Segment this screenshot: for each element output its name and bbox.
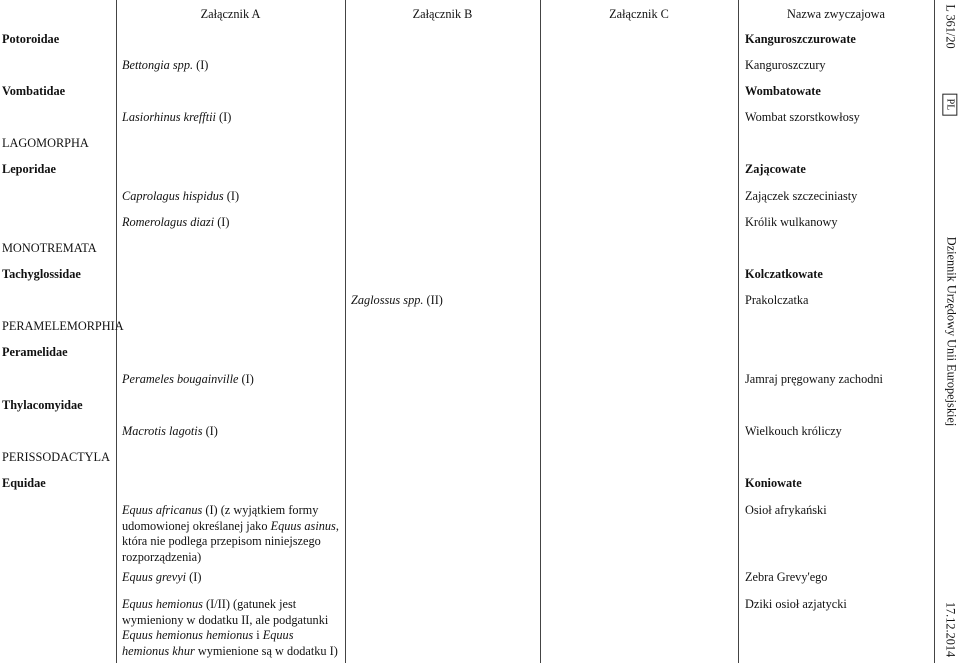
species-annex-a	[122, 372, 254, 387]
species-name: Perameles bougainville	[122, 372, 239, 386]
common-name: Królik wulkanowy	[745, 215, 838, 229]
species-annex-note: (I)	[186, 570, 202, 584]
order-monotremata: MONOTREMATA	[2, 241, 97, 255]
species-annex-note: (I)	[215, 110, 232, 124]
species-annex-a	[122, 58, 208, 73]
species-annex-note: , która nie podlega przepisom niniejszego rozporządzenia)	[122, 518, 339, 564]
common-name: Wombat szorstkowłosy	[745, 110, 860, 124]
family-tachyglossidae: Tachyglossidae	[2, 267, 81, 281]
common-name: Kanguroszczury	[745, 58, 826, 72]
species-annex-note: (I/II) (gatunek jest wymieniony w dodatku II, ale podgatunki	[122, 597, 329, 627]
common-name-family: Wombatowate	[745, 84, 821, 98]
order-peramelemorphia: PERAMELEMORPHIA	[2, 319, 124, 333]
species-annex-b	[351, 293, 443, 308]
species-annex-note: (I)	[193, 58, 209, 72]
common-name-family: Koniowate	[745, 476, 802, 490]
family-potoroidae: Potoroidae	[2, 32, 60, 46]
common-name: Wielkouch króliczy	[745, 424, 842, 438]
common-name: Osioł afrykański	[745, 503, 827, 517]
family-equidae: Equidae	[2, 476, 46, 490]
species-name: Zaglossus spp.	[351, 293, 424, 307]
family-thylacomyidae: Thylacomyidae	[2, 398, 83, 412]
species-name: Bettongia spp.	[122, 58, 194, 72]
species-name: Equus asinus	[270, 518, 336, 533]
common-name: Zebra Grevy'ego	[745, 570, 828, 584]
species-annex-a	[122, 570, 201, 585]
species-name: Equus hemionus	[122, 597, 203, 611]
common-name: Prakolczatka	[745, 293, 809, 307]
common-name: Dziki osioł azjatycki	[745, 597, 847, 611]
common-name: Jamraj pręgowany zachodni	[745, 372, 883, 386]
species-annex-a	[122, 110, 231, 125]
header-annex-b: Załącznik B	[412, 7, 473, 21]
common-name-family: Zającowate	[745, 162, 806, 176]
family-leporidae: Leporidae	[2, 162, 56, 176]
column-divider	[540, 0, 541, 663]
species-annex-note: (I)	[214, 215, 230, 229]
species-name: Macrotis lagotis	[122, 424, 203, 438]
species-annex-note: (I)	[223, 189, 240, 203]
species-name: Equus grevyi	[122, 570, 187, 584]
common-name-family: Kanguroszczurowate	[745, 32, 856, 46]
species-annex-note: i	[253, 628, 263, 643]
species-annex-note: wymienione są w dodatku I)	[194, 643, 338, 658]
order-lagomorpha: LAGOMORPHA	[2, 136, 89, 150]
column-divider	[934, 0, 935, 663]
subspecies-name: Equus hemionus hemionus	[122, 628, 254, 643]
subspecies-name: Equus hemionus khur	[122, 628, 294, 658]
family-peramelidae: Peramelidae	[2, 345, 68, 359]
common-name: Zajączek szczeciniasty	[745, 189, 858, 203]
species-annex-note: (I) (z wyjątkiem formy udomowionej określanej jako	[122, 503, 319, 533]
page-reference: L 361/20	[943, 4, 958, 49]
species-annex-a	[122, 503, 340, 565]
species-annex-note: (I)	[202, 424, 218, 438]
header-annex-c: Załącznik C	[609, 7, 669, 21]
species-annex-a	[122, 189, 239, 204]
publication-date: 17.12.2014	[943, 601, 958, 658]
species-name: Romerolagus diazi	[122, 215, 215, 229]
header-annex-a: Załącznik A	[200, 7, 261, 21]
language-badge: PL	[942, 94, 957, 116]
header-common-name: Nazwa zwyczajowa	[787, 7, 885, 21]
species-annex-note: (I)	[238, 372, 254, 386]
column-divider	[738, 0, 739, 663]
order-perissodactyla: PERISSODACTYLA	[2, 450, 110, 464]
species-name: Caprolagus hispidus	[122, 189, 224, 203]
species-name: Lasiorhinus krefftii	[122, 110, 216, 124]
species-annex-a	[122, 215, 229, 230]
species-name: Equus africanus	[122, 503, 203, 517]
common-name-family: Kolczatkowate	[745, 267, 823, 281]
journal-title: Dziennik Urzędowy Unii Europejskiej	[944, 236, 959, 427]
species-annex-note: (II)	[423, 293, 443, 307]
species-annex-a	[122, 424, 218, 439]
column-divider	[345, 0, 346, 663]
species-annex-a	[122, 597, 340, 659]
family-vombatidae: Vombatidae	[2, 84, 66, 98]
